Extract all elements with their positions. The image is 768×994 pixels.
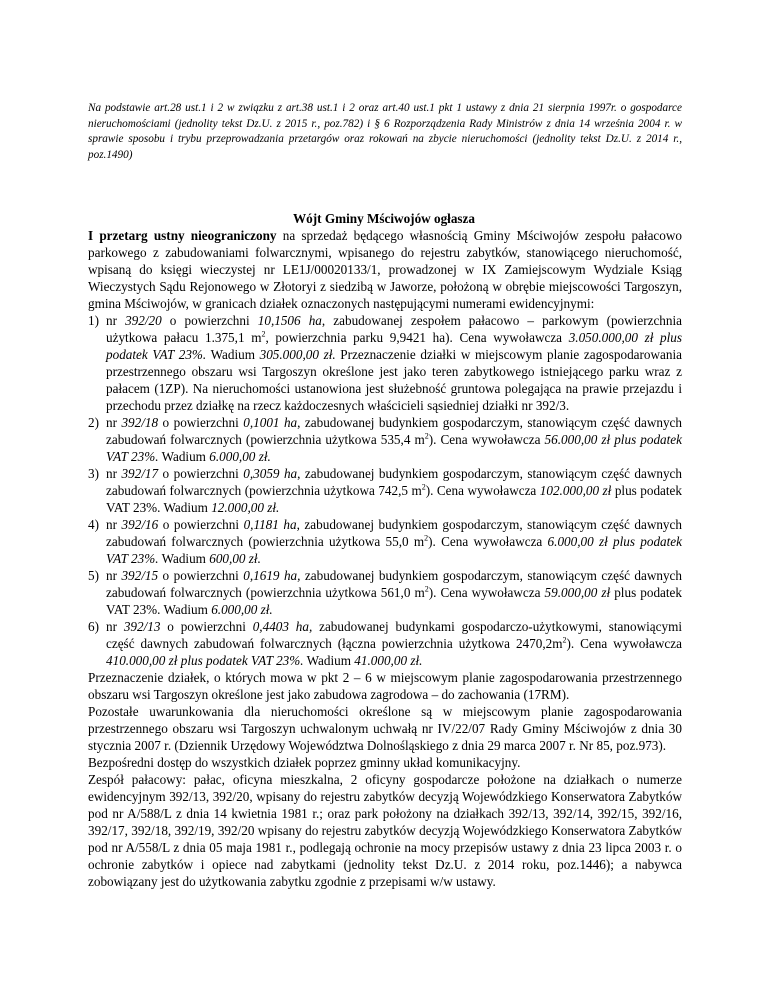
parcel-area: 0,3059 ha [243,466,298,481]
parcel-item: 2) nr 392/18 o powierzchni 0,1001 ha, zabudowanej budynkiem gospodarczym, stanowiącym część dawnych zabudowań folwarcznych (powierzchnia użytkowa 535,4 $m^2$). Cena wywoławcza 56.000,00 zł plus podatek VAT 23%. Wadium 6.000,00 zł. [88,415,683,464]
parcel-area: 0,1181 ha [243,517,297,532]
parcel-item: 4) nr 392/16 o powierzchni 0,1181 ha, zabudowanej budynkiem gospodarczym, stanowiącym część dawnych zabudowań folwarcznych (powierzchnia użytkowa 55,0 $m^2$). Cena wywoławcza 6.000,00 zł plus podatek VAT 23%. Wadium 600,00 zł. [88,517,683,566]
starting-price: 3.050.000,00 zł plus podatek VAT 23%. [106,330,682,362]
parcel-number: 6) [88,619,99,634]
starting-price: 102.000,00 zł [539,483,612,498]
parcel-area: 10,1506 ha [257,313,322,328]
deposit: 6.000,00 zł. [211,602,273,617]
legal-basis-preamble: Na podstawie art.28 ust.1 i 2 w związku z art.38 ust.1 i 2 oraz art.40 ust.1 pkt 1 ustawy z dnia 21 sierpnia 1997r. o gospodarce nieruchomościami (jednolity tekst Dz.U. z 2015 r., poz.782) i § 6 Rozporządzenia Rady Ministrów z dnia 14 września 2004 r. w sprawie sposobu i trybu przeprowadzania przetargów oraz rokowań na zbycie nieruchomości (jednolity tekst Dz.U. z 2014 r., poz.1490) [88,102,682,161]
conditions-paragraph: Pozostałe uwarunkowania dla nieruchomości określone są w miejscowym planie zagospodarowania przestrzennego obszaru wsi Targoszyn uchwalonym uchwałą nr IV/22/07 Rady Gminy Mściwojów z dnia 30 stycznia 2007 r. (Dziennik Urzędowy Województwa Dolnośląskiego z dnia 29 marca 2007 r. Nr 85, poz.973). [88,704,682,753]
deposit: 305.000,00 zł. [259,347,336,362]
parcel-list [88,312,682,669]
parcel-id: 392/17 [121,466,159,481]
zoning-paragraph: Przeznaczenie działek, o których mowa w pkt 2 – 6 w miejscowym planie zagospodarowania przestrzennego obszaru wsi Targoszyn określone jest jako zabudowa zagrodowa – do zachowania (17RM). [88,670,682,702]
parcel-number: 5) [88,568,99,583]
announcement-body [88,227,682,890]
parcel-id: 392/20 [125,313,162,328]
parcel-item: 5) nr 392/15 o powierzchni 0,1619 ha, zabudowanej budynkiem gospodarczym, stanowiącym część dawnych zabudowań folwarcznych (powierzchnia użytkowa 561,0 $m^2$). Cena wywoławcza 59.000,00 zł plus podatek VAT 23%. Wadium 6.000,00 zł. [88,568,683,617]
heritage-paragraph: Zespół pałacowy: pałac, oficyna mieszkalna, 2 oficyny gospodarcze położone na działkach o numerze ewidencyjnym 392/13, 392/20, wpisany do rejestru zabytków decyzją Wojewódzkiego Konserwatora Zabytków pod nr A/588/L z dnia 14 kwietnia 1981 r.; oraz park położony na działkach 392/13, 392/14, 392/15, 392/16, 392/17, 392/18, 392/19, 392/20 wpisany do rejestru zabytków decyzją Wojewódzkiego Konserwatora Zabytków pod nr A/558/L z dnia 05 maja 1981 r., podlegają ochronie na mocy przepisów ustawy z dnia 23 lipca 2003 r. o ochronie zabytków i opiece nad zabytkami (jednolity tekst Dz.U. z 2014 roku, poz.1446); a nabywca zobowiązany jest do użytkowania zabytku zgodnie z przepisami w/w ustawy. [88,772,682,889]
deposit: 600,00 zł. [209,551,261,566]
parcel-number: 1) [88,313,99,328]
parcel-id: 392/16 [121,517,159,532]
starting-price: 59.000,00 zł [544,585,611,600]
parcel-id: 392/13 [123,619,161,634]
starting-price: 6.000,00 zł plus podatek VAT 23%. [106,534,683,566]
announcement-title: Wójt Gminy Mściwojów ogłasza [292,211,476,226]
parcel-number: 3) [88,466,99,481]
tender-type: I przetarg ustny nieograniczony [88,228,277,243]
intro-text: na sprzedaż będącego własnością Gminy Mściwojów zespołu pałacowo parkowego z zabudowaniami folwarcznymi, wpisanego do rejestru zabytków, stanowiącego nieruchomość, wpisaną do księgi wieczystej nr LE1J/00020133/1, prowadzonej w IX Zamiejscowym Wydziale Ksiąg Wieczystych Sądu Rejonowego w Złotoryi z siedzibą w Jaworze, położoną w obrębie miejscowości Targoszyn, gmina Mściwojów, w granicach działek oznaczonych następującymi numerami ewidencyjnymi: [88,228,682,311]
parcel-number: 2) [88,415,99,430]
parcel-item: 3) nr 392/17 o powierzchni 0,3059 ha, zabudowanej budynkiem gospodarczym, stanowiącym część dawnych zabudowań folwarcznych (powierzchnia użytkowa 742,5 $m^2$). Cena wywoławcza 102.000,00 zł plus podatek VAT 23%. Wadium 12.000,00 zł. [88,466,683,515]
parcel-area: 0,1619 ha, [243,568,301,583]
deposit: 41.000,00 zł. [354,653,423,668]
starting-price: 56.000,00 zł plus podatek VAT 23%. [106,432,683,464]
parcel-number: 4) [88,517,99,532]
parcel-area: 0,1001 ha [243,415,298,430]
parcel-item: 1) nr 392/20 o powierzchni 10,1506 ha, zabudowanej zespołem pałacowo – parkowym (powierzchnia użytkowa pałacu 1.375,1 $m^2$, powierzchnia parku 9,9421 ha). Cena wywoławcza 3.050.000,00 zł plus podatek VAT 23%. Wadium 305.000,00 zł. Przeznaczenie działki w miejscowym planie zagospodarowania przestrzennego obszaru wsi Targoszyn określone jest jako teren zabytkowego istniejącego parku wraz z pałacem (1ZP). Na nieruchomości ustanowiona jest służebność gruntowa polegająca na prawie przejazdu i przechodu przez działkę na rzecz każdoczesnych właścicieli sąsiedniej działki nr 392/3. [88,313,683,413]
parcel-id: 392/15 [121,568,159,583]
deposit: 12.000,00 zł. [211,500,280,515]
parcel-id: 392/18 [121,415,159,430]
access-paragraph: Bezpośredni dostęp do wszystkich działek poprzez gminny układ komunikacyjny. [88,755,521,770]
intro-paragraph [88,227,682,312]
starting-price: 410.000,00 zł plus podatek VAT 23%. [106,653,304,668]
deposit: 6.000,00 zł. [209,449,271,464]
parcel-area: 0,4403 ha, [252,619,313,634]
parcel-item: 6) nr 392/13 o powierzchni 0,4403 ha, zabudowanej budynkami gospodarczo-użytkowymi, stanowiącymi część dawnych zabudowań folwarcznych (łączna powierzchnia użytkowa $2470,2m^2$). Cena wywoławcza 410.000,00 zł plus podatek VAT 23%. Wadium 41.000,00 zł. [88,619,682,668]
